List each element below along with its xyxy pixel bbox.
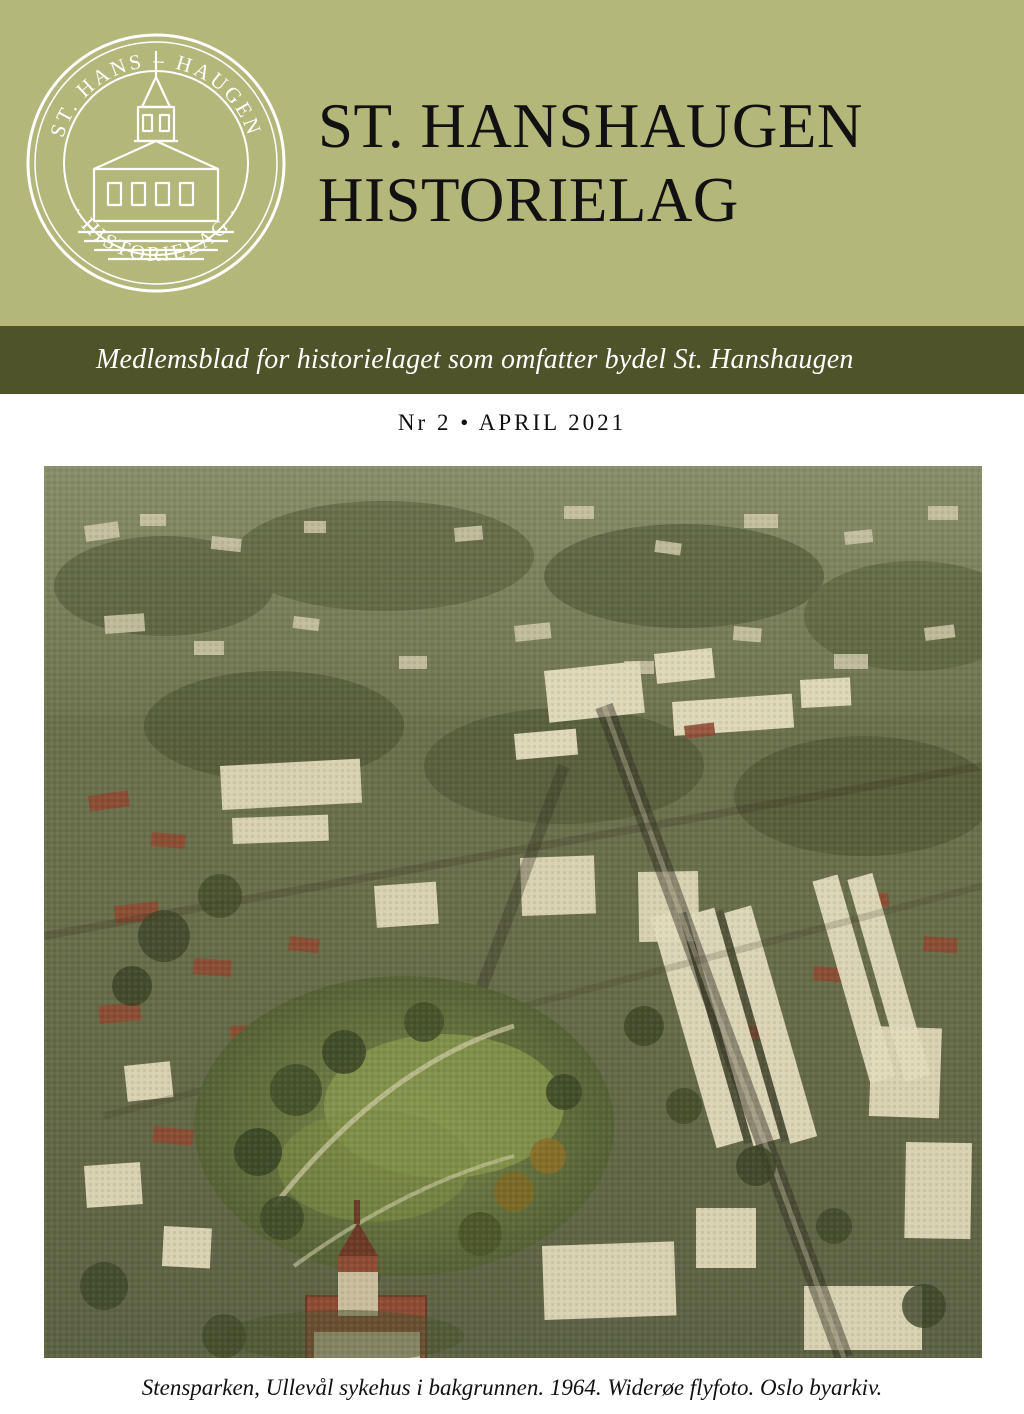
svg-text:· HISTORIELAG ·: · HISTORIELAG · — [66, 200, 246, 267]
logo — [22, 29, 290, 297]
seal-icon — [22, 29, 290, 297]
cover-photo — [44, 466, 982, 1358]
svg-text:ST. HANS – HAUGEN: ST. HANS – HAUGEN — [44, 47, 268, 140]
title-line-2: HISTORIELAG — [318, 165, 739, 235]
title-line-1: ST. HANSHAUGEN — [318, 90, 863, 161]
issue-number-date: Nr 2 • APRIL 2021 — [397, 410, 627, 435]
masthead — [0, 0, 1024, 326]
issue-line — [0, 394, 1024, 452]
subtitle-text: Medlemsblad for historielaget som omfatter bydel St. Hanshaugen — [96, 344, 854, 375]
aerial-photo-image — [44, 466, 982, 1358]
page-title — [318, 89, 863, 238]
subtitle-band — [0, 326, 1024, 394]
photo-caption: Stensparken, Ullevål sykehus i bakgrunnen. 1964. Widerøe flyfoto. Oslo byarkiv. — [141, 1375, 883, 1400]
